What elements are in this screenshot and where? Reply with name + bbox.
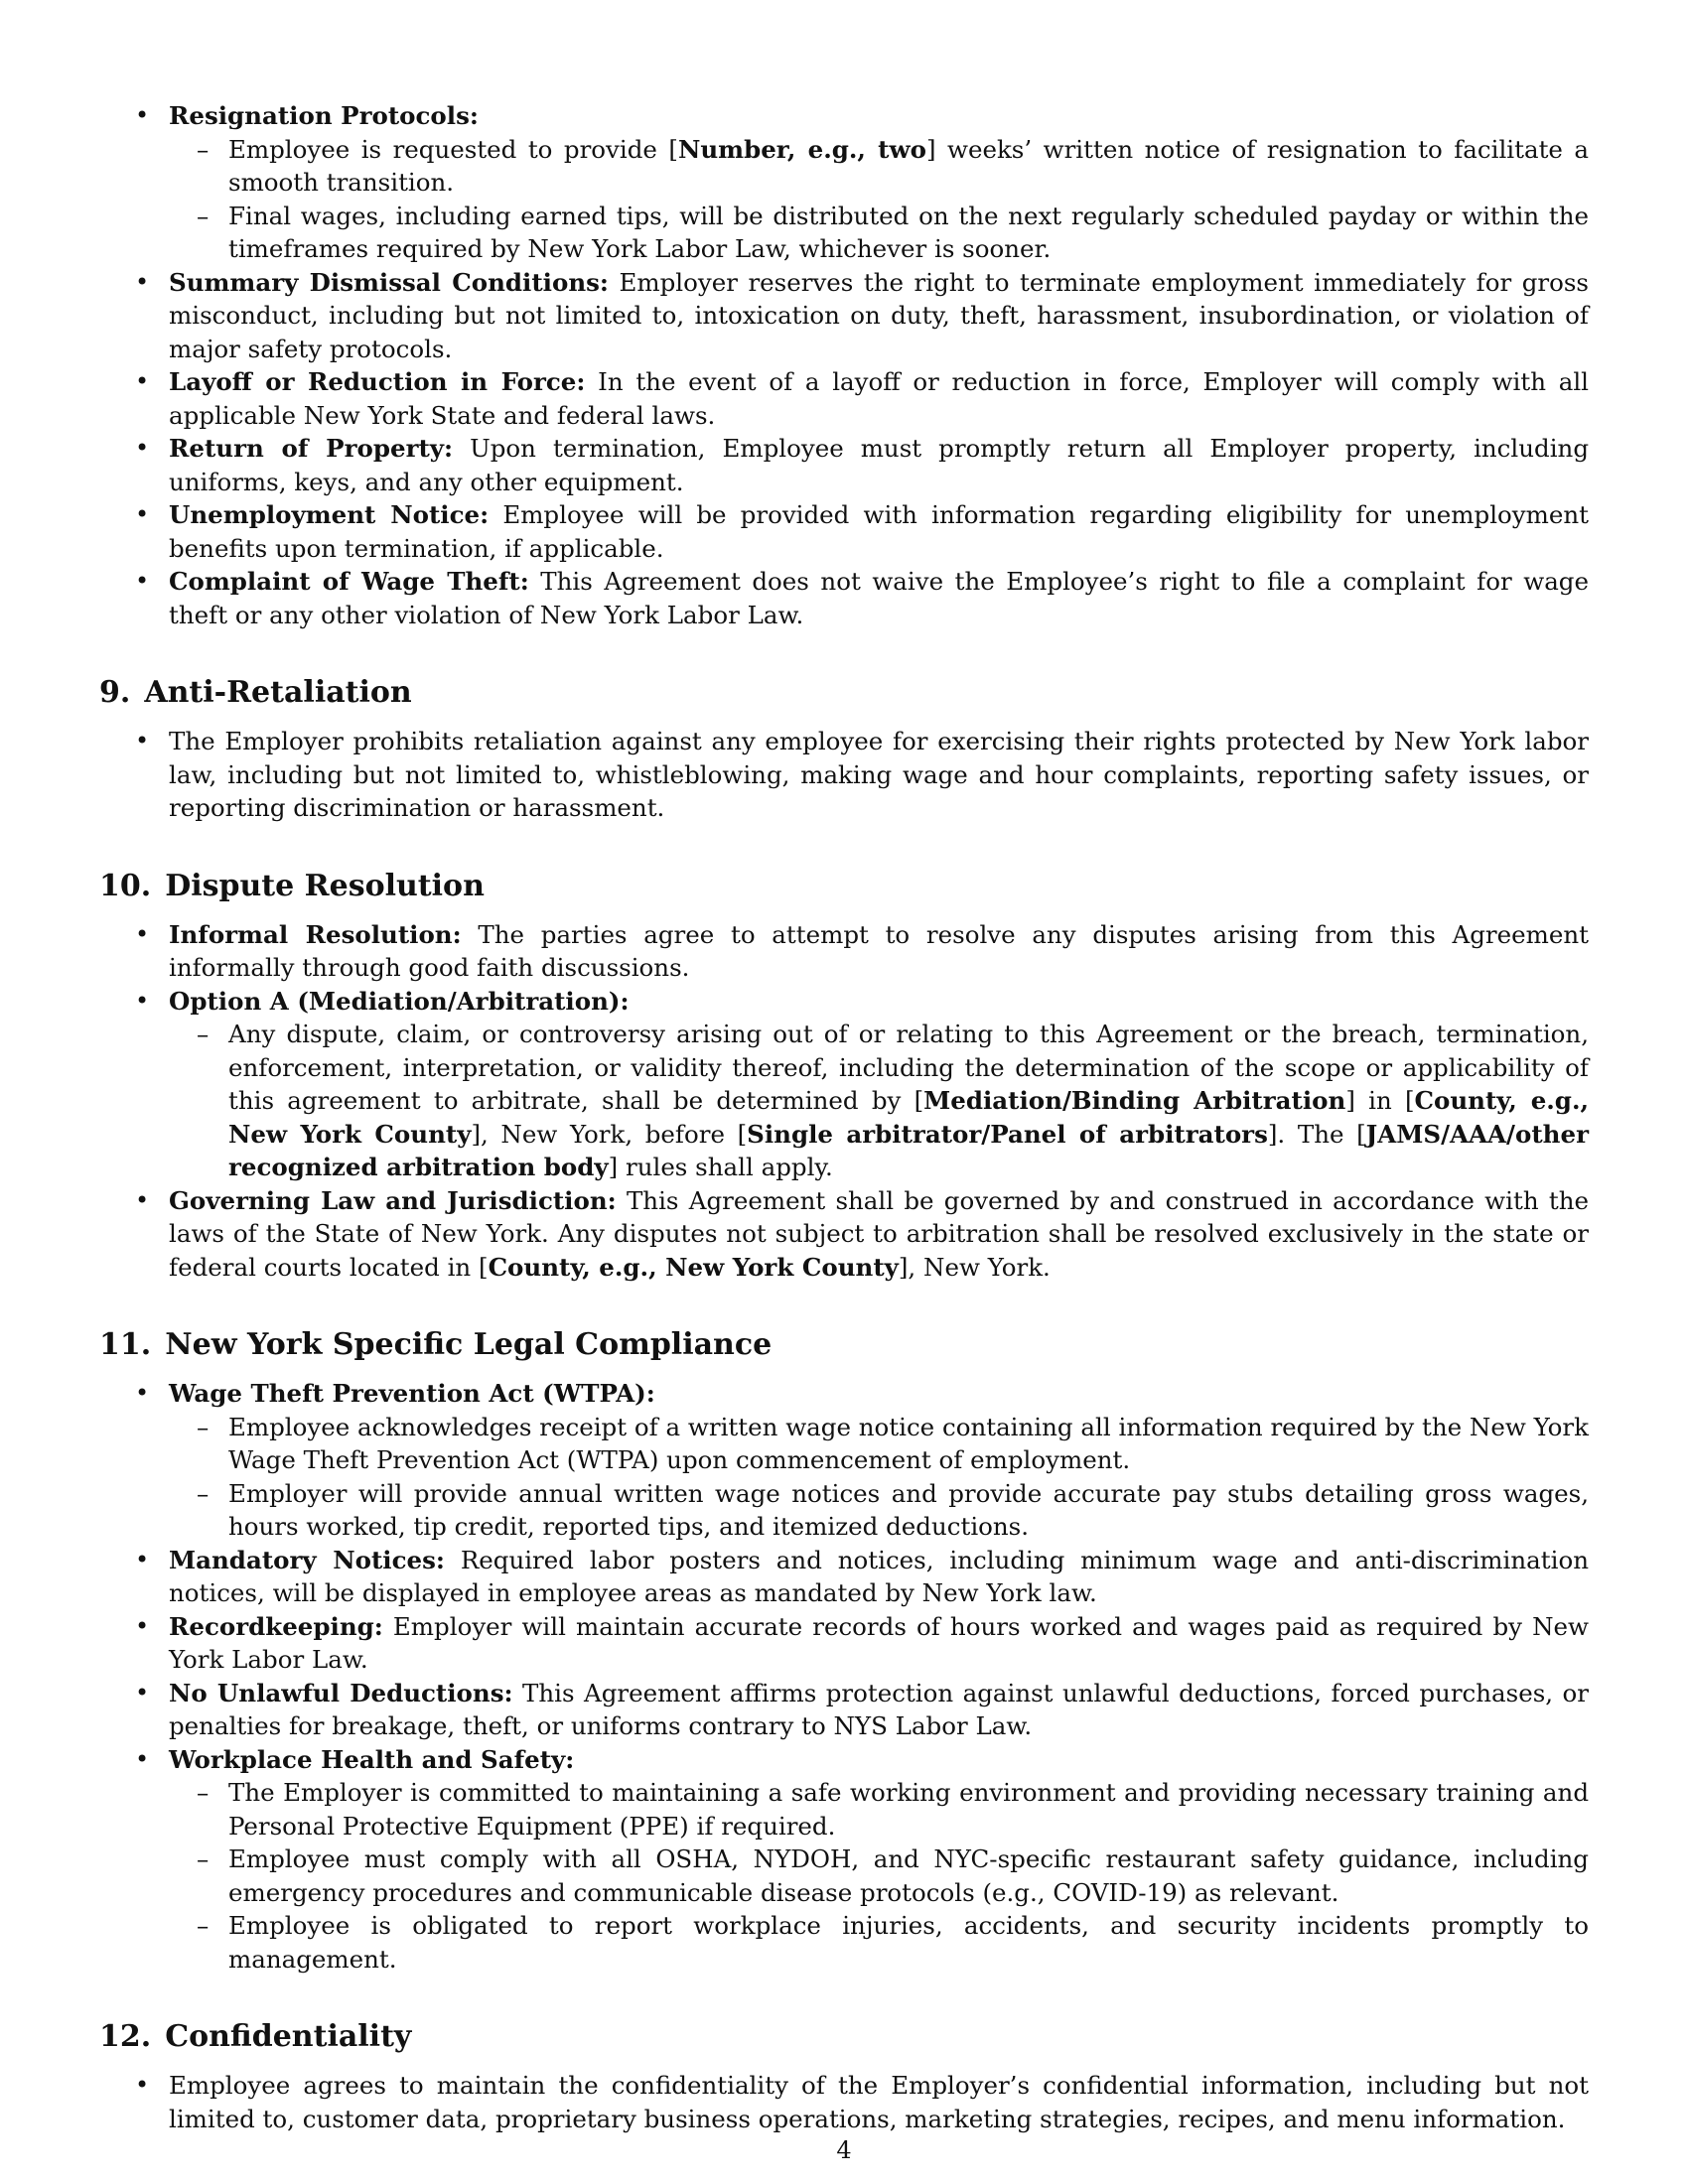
section-heading [99, 867, 1589, 906]
sub-item: – The Employer is committed to maintaining a safe working environment and providing necessary training and Personal Protective Equipment (PPE) if required. [169, 1776, 1589, 1843]
list-item: • The Employer prohibits retaliation against any employee for exercising their rights protected by New York labor law, including but not limited to, whistleblowing, making wage and hour complaints, reporting safety issues, or reporting discrimination or harassment. [99, 725, 1589, 825]
placeholder-text: Single arbitrator/Panel of arbitrators [747, 1119, 1268, 1149]
text: ] in [ [1345, 1086, 1415, 1115]
section-title: Dispute Resolution [165, 868, 485, 903]
list-item-return-property [99, 432, 1589, 498]
sub-item: – Employer will provide annual written wage notices and provide accurate pay stubs detailing gross wages, hours worked, tip credit, reported tips, and itemized deductions. [169, 1477, 1589, 1544]
sub-list [169, 133, 1589, 266]
sub-item: – Employee is obligated to report workplace injuries, accidents, and security incidents promptly to management. [169, 1909, 1589, 1976]
sub-item: – Employee must comply with all OSHA, NYDOH, and NYC-specific restaurant safety guidance, including emergency procedures and communicable disease protocols (e.g., COVID-19) as relevant. [169, 1843, 1589, 1909]
section-number: 9. [99, 675, 131, 710]
list-item-wage-theft [99, 565, 1589, 631]
sub-item [169, 1018, 1589, 1184]
page-content [99, 99, 1589, 2135]
placeholder-text: Number, e.g., two [677, 134, 926, 164]
item-label: Summary Dismissal Conditions: [169, 267, 609, 297]
item-text: Required labor posters and notices, including minimum wage and anti-discrimination notices, will be displayed in employee areas as mandated by New York law. [169, 1545, 1589, 1607]
section-number: 12. [99, 2019, 152, 2054]
section-10-heading-wrap [99, 867, 1589, 906]
list-item-option-a [99, 985, 1589, 1184]
section-12-heading-wrap [99, 2017, 1589, 2057]
text: ]. The [ [1267, 1119, 1366, 1149]
list-item-no-unlawful-deductions [99, 1677, 1589, 1743]
sub-item: – Final wages, including earned tips, will be distributed on the next regularly scheduled payday or within the timeframes required by New York Labor Law, whichever is sooner. [169, 200, 1589, 266]
section-number: 10. [99, 868, 152, 903]
item-text: Upon termination, Employee must promptly return all Employer property, including uniforms, keys, and any other equipment. [169, 434, 1589, 496]
item-label: Resignation Protocols: [169, 101, 479, 130]
item-label: Recordkeeping: [169, 1611, 383, 1641]
section-heading [99, 2017, 1589, 2057]
section-9-heading-wrap [99, 673, 1589, 713]
item-label: No Unlawful Deductions: [169, 1678, 513, 1707]
section-heading [99, 1325, 1589, 1365]
item-label: Complaint of Wage Theft: [169, 567, 529, 596]
list-item-unemployment [99, 498, 1589, 565]
confidentiality-list [99, 2069, 1589, 2135]
list-item-layoff [99, 365, 1589, 432]
item-text: This Agreement shall be governed by and construed in accordance with the laws of the State of New York. Any disputes not subject to arbitration shall be resolved exclusively in the state or federal courts located in [ [169, 1185, 1590, 1282]
section-heading [99, 673, 1589, 713]
text: ], New York, before [ [471, 1119, 748, 1149]
item-label: Workplace Health and Safety: [169, 1744, 575, 1774]
page-number: 4 [836, 2136, 852, 2164]
list-item-informal [99, 918, 1589, 985]
termination-list [99, 99, 1589, 631]
item-text: Employee will be provided with information regarding eligibility for unemployment benefits upon termination, if applicable. [169, 500, 1589, 563]
placeholder-text: County, e.g., New York County [228, 1086, 1590, 1149]
list-item-recordkeeping [99, 1610, 1589, 1677]
sub-item: – Employee acknowledges receipt of a written wage notice containing all information required by the New York Wage Theft Prevention Act (WTPA) upon commencement of employment. [169, 1411, 1589, 1477]
anti-retaliation-list [99, 725, 1589, 825]
list-item-mandatory-notices [99, 1544, 1589, 1610]
list-item-governing-law [99, 1184, 1589, 1285]
item-text: The parties agree to attempt to resolve any disputes arising from this Agreement informally through good faith discussions. [169, 919, 1589, 982]
section-title: Anti-Retaliation [144, 675, 412, 710]
sub-item [169, 133, 1589, 200]
item-label: Wage Theft Prevention Act (WTPA): [169, 1379, 655, 1408]
item-text: This Agreement does not waive the Employee’s right to file a complaint for wage theft or any other violation of New York Labor Law. [169, 567, 1589, 629]
item-label: Return of Property: [169, 434, 454, 463]
item-text: Employer reserves the right to terminate employment immediately for gross misconduct, including but not limited to, intoxication on duty, theft, harassment, insubordination, or violation of major safety protocols. [169, 267, 1589, 363]
text: Any dispute, claim, or controversy arising out of or relating to this Agreement or the breach, termination, enforcement, interpretation, or validity thereof, including the determination of the scope or applicability of this agreement to arbitrate, shall be determined by [ [228, 1020, 1589, 1115]
section-title: Confidentiality [165, 2019, 412, 2054]
compliance-list [99, 1377, 1589, 1976]
section-11-heading-wrap [99, 1325, 1589, 1365]
text: ] weeks’ written notice of resignation to facilitate a smooth transition. [228, 134, 1589, 197]
item-text: This Agreement affirms protection against unlawful deductions, forced purchases, or penalties for breakage, theft, or uniforms contrary to NYS Labor Law. [169, 1678, 1589, 1740]
sub-list [169, 1411, 1589, 1544]
item-label: Mandatory Notices: [169, 1545, 445, 1574]
item-label: Layoff or Reduction in Force: [169, 367, 586, 396]
placeholder-text: County, e.g., New York County [488, 1252, 899, 1282]
item-label: Informal Resolution: [169, 919, 462, 949]
item-text: ], New York. [898, 1252, 1051, 1282]
item-label: Unemployment Notice: [169, 500, 490, 529]
section-title: New York Specific Legal Compliance [165, 1327, 773, 1362]
text: ] rules shall apply. [608, 1153, 833, 1181]
placeholder-text: JAMS/AAA/other recognized arbitration body [228, 1119, 1589, 1181]
list-item-summary-dismissal [99, 266, 1589, 366]
list-item-resignation [99, 99, 1589, 266]
sub-list [169, 1776, 1589, 1976]
item-label: Option A (Mediation/Arbitration): [169, 986, 630, 1016]
item-text: Employer will maintain accurate records of hours worked and wages paid as required by New York Labor Law. [169, 1611, 1589, 1674]
placeholder-text: Mediation/Binding Arbitration [923, 1086, 1346, 1115]
list-item-health-safety [99, 1743, 1589, 1977]
list-item-wtpa [99, 1377, 1589, 1544]
text: Employee is requested to provide [ [228, 134, 678, 164]
list-item: • Employee agrees to maintain the confidentiality of the Employer’s confidential information, including but not limited to, customer data, proprietary business operations, marketing strategies, recipes, and menu information. [99, 2069, 1589, 2135]
section-number: 11. [99, 1327, 152, 1362]
item-label: Governing Law and Jurisdiction: [169, 1185, 617, 1215]
item-text: In the event of a layoff or reduction in force, Employer will comply with all applicable New York State and federal laws. [169, 367, 1589, 430]
dispute-resolution-list [99, 918, 1589, 1285]
sub-list [169, 1018, 1589, 1184]
